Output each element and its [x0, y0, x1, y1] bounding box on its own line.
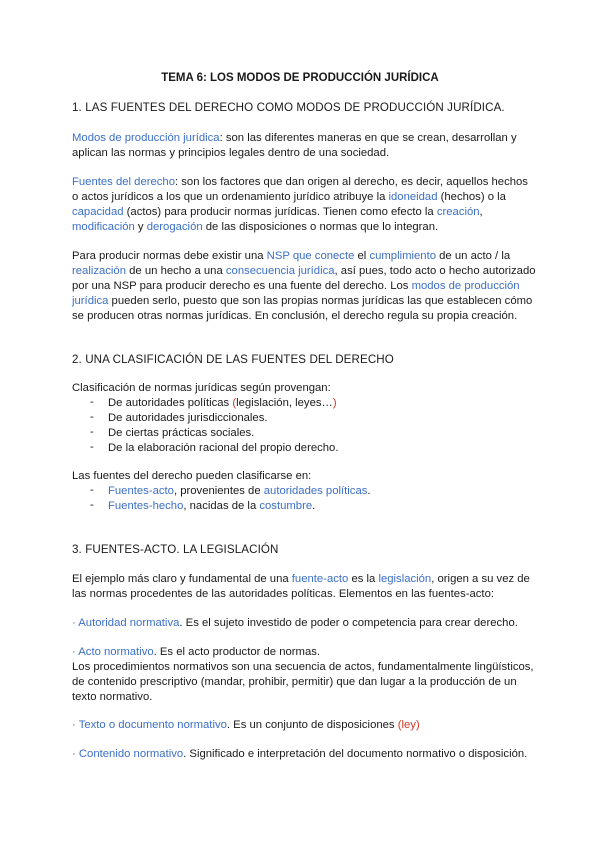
term-modificacion: modificación — [72, 221, 135, 233]
s3-p1-line2: las normas procedentes de las autoridades políticas. Elementos en las fuentes-acto: — [72, 588, 494, 600]
term-creacion: creación — [436, 206, 480, 218]
term-consecuencia: consecuencia jurídica — [225, 265, 335, 277]
s1-p3-line1: Para producir normas debe existir una NSP que conecte el cumplimiento de un acto / la — [72, 250, 511, 262]
s3-acto-line4: texto normativo. — [72, 691, 153, 703]
term-nsp: NSP que conecte — [266, 250, 355, 262]
term-legislacion: legislación — [378, 573, 432, 585]
list-dash: - — [90, 441, 94, 453]
term-autoridades-politicas: autoridades políticas — [263, 485, 368, 497]
s3-acto-line2: Los procedimientos normativos son una secuencia de actos, fundamentalmente lingüísticos, — [72, 661, 534, 673]
list-item: Fuentes-acto, provenientes de autoridades políticas. — [108, 485, 371, 497]
term-fuente-acto: fuente-acto — [291, 573, 349, 585]
term-juridica: jurídica — [72, 295, 109, 307]
s2-intro-2: Las fuentes del derecho pueden clasificarse en: — [72, 470, 312, 482]
term-derogacion: derogación — [146, 221, 203, 233]
section-1-heading: 1. LAS FUENTES DEL DERECHO COMO MODOS DE PRODUCCIÓN JURÍDICA. — [72, 101, 505, 114]
list-dash: - — [90, 499, 94, 511]
s1-p2-line3: capacidad (actos) para producir normas jurídicas. Tienen como efecto la creación, — [72, 206, 483, 218]
s3-element-texto: · Texto o documento normativo. Es un conjunto de disposiciones (ley) — [72, 719, 420, 731]
s1-p3-line3: por una NSP para producir derecho es una fuente del derecho. Los modos de producción — [72, 280, 520, 292]
s3-acto-line3: de contenido prescriptivo (mandar, prohibir, permitir) que dan lugar a la producción de un — [72, 676, 517, 688]
list-dash: - — [90, 411, 94, 423]
s1-p1-line2: aplican las normas y principios legales dentro de una sociedad. — [72, 147, 390, 159]
list-item: De la elaboración racional del propio derecho. — [108, 442, 339, 454]
s3-p1-line1: El ejemplo más claro y fundamental de una fuente-acto es la legislación, origen a su vez de — [72, 573, 530, 585]
s1-p3-line5: se producen otras normas jurídicas. En conclusión, el derecho regula su propia creación. — [72, 310, 518, 322]
term-costumbre: costumbre — [259, 500, 313, 512]
term-modos-produccion: Modos de producción jurídica — [72, 132, 220, 144]
list-dash: - — [90, 484, 94, 496]
term-capacidad: capacidad — [72, 206, 124, 218]
term-realizacion: realización — [72, 265, 127, 277]
list-item: De autoridades jurisdiccionales. — [108, 412, 268, 424]
term-fuentes-derecho: Fuentes del derecho — [72, 176, 175, 188]
list-dash: - — [90, 426, 94, 438]
s3-element-contenido: · Contenido normativo. Significado e interpretación del documento normativo o disposición. — [72, 748, 528, 760]
term-cumplimiento: cumplimiento — [369, 250, 437, 262]
s3-element-autoridad: · Autoridad normativa. Es el sujeto investido de poder o competencia para crear derecho. — [72, 617, 518, 629]
s1-p2-line2: o actos jurídicos a los que un ordenamiento jurídico atribuye la idoneidad (hechos) o la — [72, 191, 506, 203]
s3-element-acto: · Acto normativo. Es el acto productor de normas. — [72, 646, 321, 658]
section-3-heading: 3. FUENTES-ACTO. LA LEGISLACIÓN — [72, 543, 279, 556]
s1-p3-line2: realización de un hecho a una consecuencia jurídica, así pues, todo acto o hecho autorizado — [72, 265, 536, 277]
list-dash: - — [90, 396, 94, 408]
s1-p2-line1: Fuentes del derecho: son los factores que dan origen al derecho, es decir, aquellos hechos — [72, 176, 528, 188]
page-title: TEMA 6: LOS MODOS DE PRODUCCIÓN JURÍDICA — [161, 72, 439, 84]
s1-p2-line4: modificación y derogación de las disposiciones o normas que lo integran. — [72, 221, 439, 233]
list-item: Fuentes-hecho, nacidas de la costumbre. — [108, 500, 316, 512]
list-item: De ciertas prácticas sociales. — [108, 427, 255, 439]
term-modos-produccion-2: modos de producción — [411, 280, 520, 292]
term-fuentes-acto: Fuentes-acto — [108, 485, 174, 497]
s1-p1-line1: Modos de producción jurídica: son las diferentes maneras en que se crean, desarrollan y — [72, 132, 517, 144]
s2-intro-1: Clasificación de normas jurídicas según provengan: — [72, 382, 331, 394]
s1-p3-line4: jurídica pueden serlo, puesto que son las propias normas jurídicas las que establecen cómo — [72, 295, 533, 307]
section-2-heading: 2. UNA CLASIFICACIÓN DE LAS FUENTES DEL DERECHO — [72, 353, 394, 366]
term-idoneidad: idoneidad — [388, 191, 438, 203]
list-item: De autoridades políticas (legislación, leyes…) — [108, 397, 337, 409]
term-fuentes-hecho: Fuentes-hecho — [108, 500, 184, 512]
